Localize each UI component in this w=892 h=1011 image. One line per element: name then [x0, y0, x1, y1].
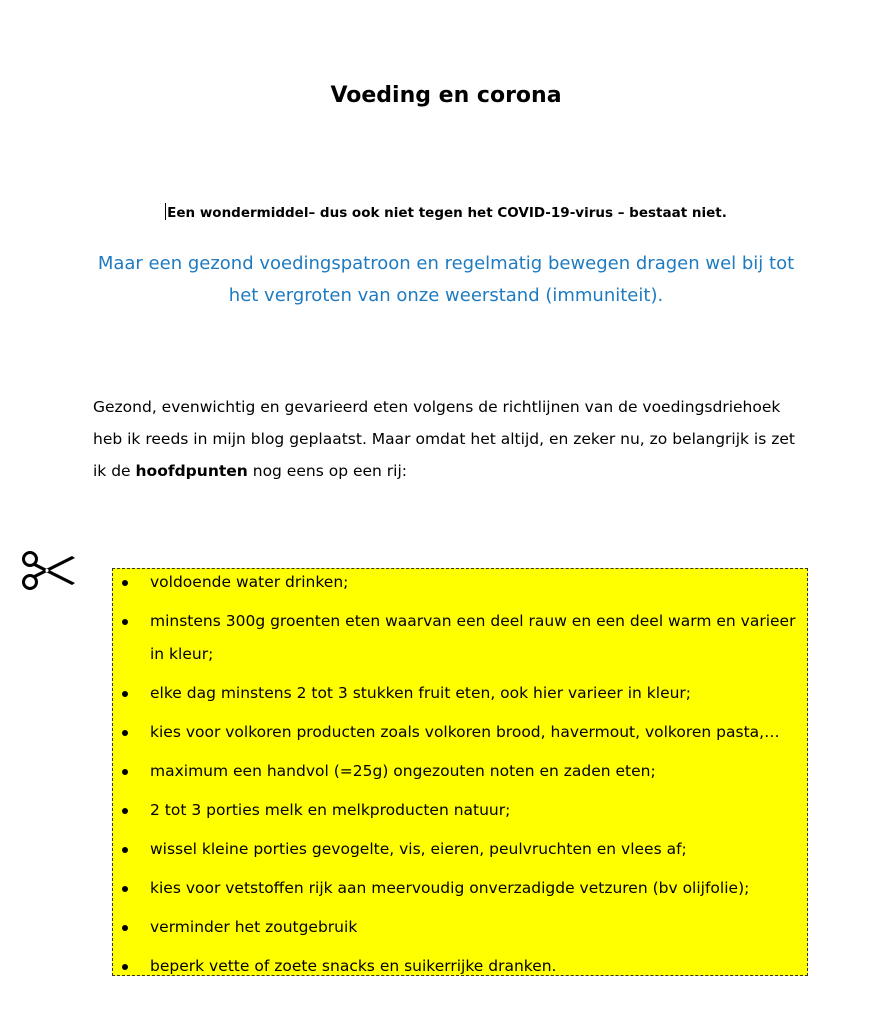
tip-text: voldoende water drinken;: [150, 573, 349, 591]
intro-bold-text: hoofdpunten: [135, 462, 248, 480]
tip-text: 2 tot 3 porties melk en melkproducten natuur;: [150, 801, 511, 819]
tip-text: wissel kleine porties gevogelte, vis, eieren, peulvruchten en vlees af;: [150, 840, 687, 858]
disclaimer-text: [0, 202, 892, 224]
bullet-icon: [122, 808, 128, 814]
tip-text: kies voor vetstoffen rijk aan meervoudig onverzadigde vetzuren (bv olijfolie);: [150, 879, 750, 897]
tip-item: [113, 605, 809, 671]
bullet-icon: [122, 691, 128, 697]
intro-paragraph: [93, 391, 809, 487]
tip-item: [113, 794, 809, 827]
tip-text: kies voor volkoren producten zoals volkoren brood, havermout, volkoren pasta,…: [150, 723, 780, 741]
tips-coupon: [112, 568, 808, 976]
text-cursor: [165, 203, 166, 220]
tip-item: [113, 755, 809, 788]
tip-text: minstens 300g groenten eten waarvan een deel rauw en een deel warm en varieer in kleur;: [150, 612, 796, 663]
tips-list: [113, 569, 809, 989]
bullet-icon: [122, 847, 128, 853]
tip-item: [113, 566, 809, 599]
tip-text: beperk vette of zoete snacks en suikerrijke dranken.: [150, 957, 557, 975]
bullet-icon: [122, 769, 128, 775]
tip-item: [113, 872, 809, 905]
tip-item: [113, 911, 809, 944]
bullet-icon: [122, 964, 128, 970]
tip-text: verminder het zoutgebruik: [150, 918, 358, 936]
tip-text: elke dag minstens 2 tot 3 stukken fruit eten, ook hier varieer in kleur;: [150, 684, 692, 702]
page-title: Voeding en corona: [330, 83, 562, 108]
bullet-icon: [122, 886, 128, 892]
tip-item: [113, 833, 809, 866]
scissors-icon: [20, 549, 78, 593]
disclaimer-label: Een wondermiddel– dus ook niet tegen het COVID-19-virus – bestaat niet.: [167, 205, 727, 221]
tip-text: maximum een handvol (=25g) ongezouten noten en zaden eten;: [150, 762, 656, 780]
intro-text-2: nog eens op een rij:: [247, 462, 407, 480]
tip-item: [113, 677, 809, 710]
highlight-text: Maar een gezond voedingspatroon en regelmatig bewegen dragen wel bij tot het vergroten van onze weerstand (immuniteit).: [97, 253, 795, 306]
bullet-icon: [122, 580, 128, 586]
bullet-icon: [122, 619, 128, 625]
bullet-icon: [122, 925, 128, 931]
intro-text-1: Gezond, evenwichtig en gevarieerd eten volgens de richtlijnen van de voedingsdriehoek heb ik reeds in mijn blog geplaatst. Maar omdat het altijd, en zeker nu, zo belangrijk is zet ik de: [93, 398, 795, 480]
bullet-icon: [122, 730, 128, 736]
tip-item: [113, 716, 809, 749]
tip-item: [113, 950, 809, 983]
